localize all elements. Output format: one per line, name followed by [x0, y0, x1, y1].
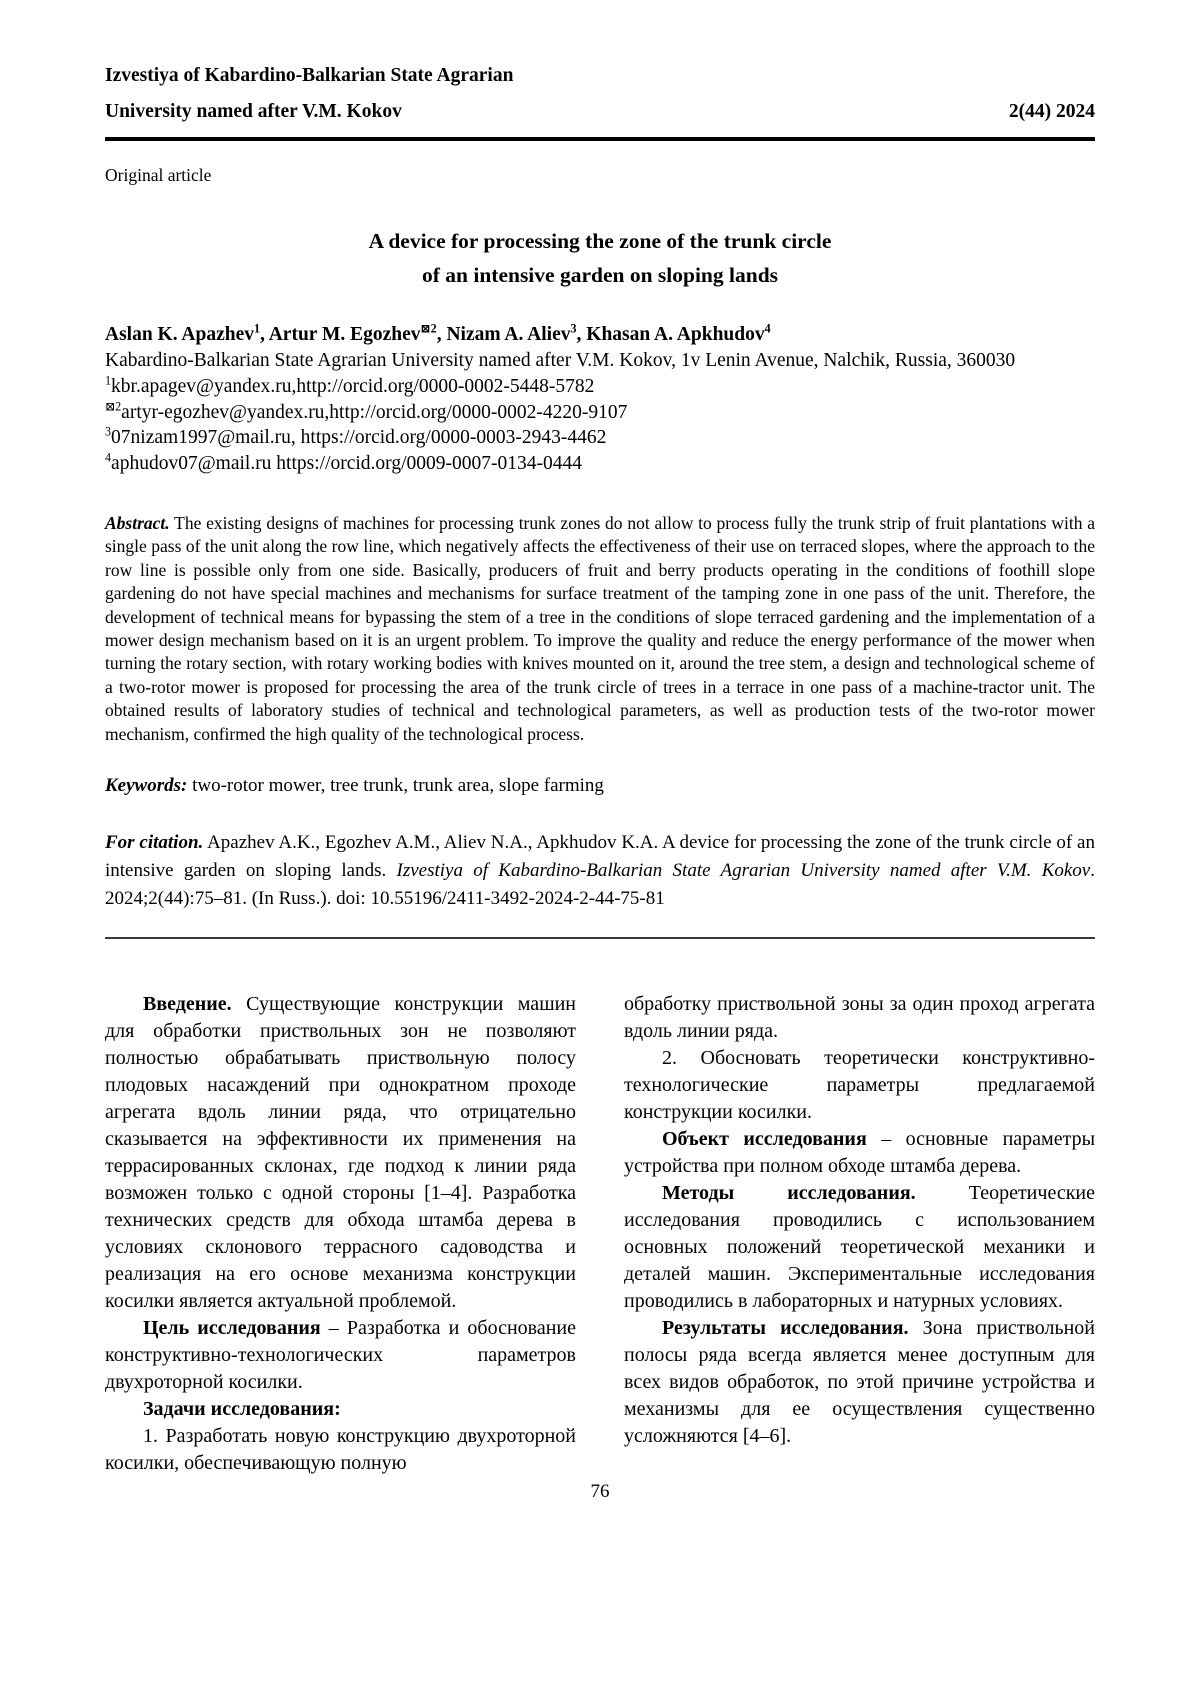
- affiliation: Kabardino-Balkarian State Agrarian University named after V.M. Kokov, 1v Lenin Avenue, Nalchik, Russia, 360030: [105, 350, 1016, 371]
- contact-email-orcid: aphudov07@mail.ru https://orcid.org/0009-0007-0134-0444: [111, 452, 582, 474]
- contact-superscript: 4: [105, 450, 112, 464]
- header-rule: [105, 137, 1095, 141]
- keywords: [105, 773, 1095, 799]
- author-name: Aslan K. Apazhev: [105, 324, 254, 345]
- paragraph-object: [624, 1126, 1095, 1180]
- column-left: [105, 991, 576, 1477]
- author-superscript: 3: [570, 321, 577, 336]
- journal-name-line2: University named after V.M. Kokov: [105, 101, 402, 122]
- paragraph-lead: Введение.: [143, 993, 232, 1016]
- paragraph-lead: Результаты исследования.: [662, 1317, 909, 1340]
- paragraph-task-2: [624, 1045, 1095, 1126]
- author-superscript: 4: [764, 321, 771, 336]
- citation-label: For citation.: [105, 832, 204, 854]
- contact-line: [105, 425, 1095, 451]
- page-number: 76: [590, 1481, 610, 1503]
- paragraph-lead: Задачи исследования:: [143, 1398, 341, 1421]
- author-name: Khasan A. Apkhudov: [586, 324, 765, 345]
- abstract-text: The existing designs of machines for processing trunk zones do not allow to process fully the trunk strip of fruit plantations with a single pass of the unit along the row line, which negatively affects the effectiveness of their use on terraced slopes, where the approach to the row line is possible only from one side. Basically, producers of fruit and berry products operating in the conditions of foothill slope gardening do not have special machines and mechanisms for surface treatment of the tamping zone in one pass of the unit. Therefore, the development of technical means for bypassing the stem of a tree in the conditions of slope terraced gardening and the implementation of a mower design mechanism based on it is an urgent problem. To improve the quality and reduce the energy performance of the mower when turning the rotary section, with rotary working bodies with knives mounted on it, around the tree stem, a design and technological scheme of a two-rotor mower is proposed for processing the area of the trunk circle of trees in a terrace in one pass of a machine-tractor unit. The obtained results of laboratory studies of technical and technological parameters, as well as production tests of the two-rotor mower mechanism, confirmed the high quality of the technological process.: [105, 513, 1095, 744]
- journal-name: [105, 58, 513, 130]
- contact-superscript: 3: [105, 424, 112, 439]
- abstract: [105, 512, 1095, 746]
- citation-doi-text: . 2024;2(44):75–81. (In Russ.). doi: 10.55196/2411-3492-2024-2-44-75-81: [105, 860, 1095, 910]
- paragraph-tasks-heading: [105, 1396, 576, 1423]
- paragraph-text: 2. Обосновать теоретически конструктивно-технологические параметры предлагаемой конструкции косилки.: [624, 1047, 1095, 1124]
- divider-rule: [105, 937, 1095, 939]
- paragraph-text: обработку приствольной зоны за один проход агрегата вдоль линии ряда.: [624, 993, 1095, 1043]
- paragraph-text: Теоретические исследования проводились с использованием основных положений теоретической механики и деталей машин. Экспериментальные исследования проводились в лабораторных и натурных условиях.: [624, 1182, 1095, 1313]
- paragraph-text: Зона приствольной полосы ряда всегда является менее доступным для всех видов обработок, по этой причине устройства и механизмы для ее осуществления существенно усложняются [4–6].: [624, 1317, 1095, 1448]
- paragraph-methods: [624, 1180, 1095, 1315]
- paragraph-text: 1. Разработать новую конструкцию двухроторной косилки, обеспечивающую полную: [105, 1425, 576, 1475]
- paragraph-introduction: [105, 991, 576, 1315]
- contact-line: [105, 400, 1095, 426]
- citation-journal-italic: Izvestiya of Kabardino-Balkarian State Agrarian University named after V.M. Kokov: [396, 860, 1091, 882]
- citation: [105, 829, 1095, 913]
- contacts-block: [105, 374, 1095, 476]
- paragraph-task-1-continued: [624, 991, 1095, 1045]
- journal-name-line1: Izvestiya of Kabardino-Balkarian State Agrarian: [105, 65, 514, 86]
- page-content: [105, 0, 1095, 1503]
- contact-superscript: 1: [105, 373, 112, 388]
- body-columns: [105, 991, 1095, 1477]
- paragraph-goal: [105, 1315, 576, 1396]
- authors-line: [105, 322, 1095, 348]
- contact-email-orcid: 07nizam1997@mail.ru, https://orcid.org/0000-0003-2943-4462: [111, 427, 607, 448]
- paragraph-text: – основные параметры устройства при полном обходе штамба дерева.: [624, 1128, 1096, 1178]
- contact-email-orcid: kbr.apagev@yandex.ru,http://orcid.org/0000-0002-5448-5782: [111, 376, 595, 397]
- author-name: Nizam A. Aliev: [446, 324, 571, 345]
- author-separator: ,: [436, 324, 447, 345]
- page-title: A device for processing the zone of the trunk circle of an intensive garden on sloping lands: [368, 229, 832, 287]
- author-name: Artur M. Egozhev: [268, 324, 421, 345]
- contact-superscript: ⊠2: [105, 399, 122, 413]
- issue-number: 2(44) 2024: [1008, 101, 1095, 122]
- paragraph-task-1: [105, 1423, 576, 1477]
- author-superscript: ⊠2: [420, 321, 437, 336]
- paragraph-text: – Разработка и обоснование конструктивно-технологических параметров двухроторной косилки.: [105, 1317, 576, 1394]
- article-type-label: Original article: [105, 165, 212, 185]
- contact-email-orcid: artyr-egozhev@yandex.ru,http://orcid.org/0000-0002-4220-9107: [121, 401, 628, 423]
- paragraph-lead: Цель исследования: [143, 1317, 321, 1340]
- author-superscript: 1: [253, 321, 261, 336]
- paragraph-lead: Методы исследования.: [662, 1182, 916, 1205]
- keywords-label: Keywords:: [105, 775, 188, 797]
- citation-text: Apazhev A.K., Egozhev A.M., Aliev N.A., Apkhudov K.A. A device for processing the zone of the trunk circle of an intensive garden on sloping lands.: [105, 832, 1095, 882]
- abstract-label: Abstract.: [105, 513, 170, 533]
- paragraph-lead: Объект исследования: [662, 1128, 867, 1151]
- contact-line: [105, 374, 1095, 400]
- column-right: [624, 991, 1095, 1477]
- journal-header: [105, 0, 1095, 130]
- keywords-text: two-rotor mower, tree trunk, trunk area, slope farming: [187, 775, 604, 797]
- paragraph-results: [624, 1315, 1095, 1450]
- author-separator: ,: [576, 324, 587, 345]
- contact-line: [105, 451, 1095, 477]
- author-separator: ,: [260, 324, 269, 345]
- paragraph-text: Существующие конструкции машин для обработки приствольных зон не позволяют полностью обрабатывать приствольную полосу плодовых насаждений при однократном проходе агрегата вдоль линии ряда, что отрицательно сказывается на эффективности их применения на террасированных склонах, где подход к линии ряда возможен только с одной стороны [1–4]. Разработка технических средств для обхода штамба дерева в условиях склонового террасного садоводства и реализация на его основе механизма конструкции косилки является актуальной проблемой.: [105, 993, 576, 1313]
